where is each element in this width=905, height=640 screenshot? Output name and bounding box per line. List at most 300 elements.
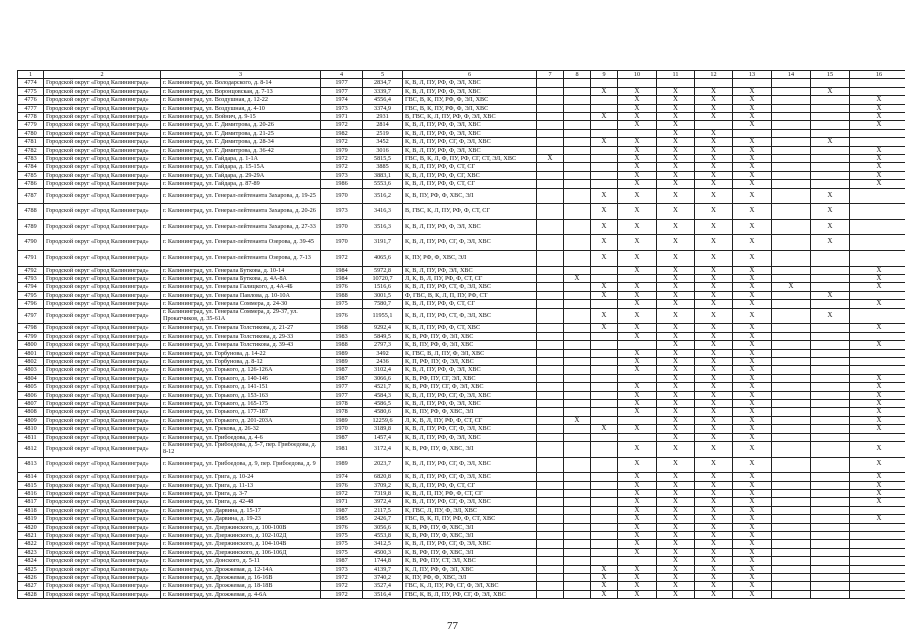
municipality-cell: Городской округ «Город Калининград»	[44, 332, 161, 340]
header-row	[18, 71, 905, 79]
mark-cell: Х	[618, 188, 657, 204]
municipality-cell: Городской округ «Город Калининград»	[44, 171, 161, 179]
area-cell: 2117,5	[363, 506, 403, 514]
area-cell: 3191,7	[363, 235, 403, 251]
mark-cell: Х	[695, 457, 733, 473]
mark-cell: Х	[695, 163, 733, 171]
mark-cell	[537, 582, 564, 590]
address-cell: г. Калининград, ул. Дрожжевая, д. 4-6А	[161, 590, 321, 598]
mark-cell: Х	[657, 324, 695, 332]
mark-cell	[564, 532, 591, 540]
year-cell: 1977	[321, 383, 363, 391]
mark-cell	[537, 498, 564, 506]
mark-cell	[564, 235, 591, 251]
table-row	[18, 87, 905, 95]
mark-cell	[564, 548, 591, 556]
mark-cell	[772, 96, 811, 104]
address-cell: г. Калининград, ул. Грига, д. 10-24	[161, 473, 321, 481]
year-cell: 1981	[321, 441, 363, 457]
mark-cell: Х	[733, 574, 772, 582]
area-cell: 3452	[363, 138, 403, 146]
mark-cell: Х	[618, 523, 657, 531]
column-header: 9	[591, 71, 618, 79]
works-list-cell: ГВС, В, К, Л, Ф, ПУ, РФ, СГ, СТ, ЭЛ, ХВС	[403, 155, 537, 163]
mark-cell	[537, 180, 564, 188]
mark-cell: Х	[564, 275, 591, 283]
mark-cell	[772, 548, 811, 556]
mark-cell	[537, 515, 564, 523]
mark-cell: Х	[657, 219, 695, 235]
mark-cell: Х	[657, 441, 695, 457]
mark-cell: Х	[591, 87, 618, 95]
table-row	[18, 574, 905, 582]
area-cell: 3102,4	[363, 366, 403, 374]
mark-cell: Х	[695, 324, 733, 332]
municipality-cell: Городской округ «Город Калининград»	[44, 590, 161, 598]
mark-cell: Х	[657, 113, 695, 121]
mark-cell: Х	[591, 324, 618, 332]
area-cell: 2797,3	[363, 341, 403, 349]
mark-cell	[537, 574, 564, 582]
municipality-cell: Городской округ «Город Калининград»	[44, 104, 161, 112]
mark-cell: Х	[695, 235, 733, 251]
municipality-cell: Городской округ «Город Калининград»	[44, 275, 161, 283]
area-cell: 4500,3	[363, 548, 403, 556]
mark-cell	[591, 155, 618, 163]
mark-cell	[772, 457, 811, 473]
mark-cell: Х	[733, 590, 772, 598]
mark-cell	[850, 349, 905, 357]
mark-cell	[811, 163, 850, 171]
table-row	[18, 171, 905, 179]
mark-cell	[564, 515, 591, 523]
municipality-cell: Городской округ «Город Калининград»	[44, 399, 161, 407]
mark-cell	[537, 87, 564, 95]
mark-cell: Х	[618, 121, 657, 129]
mark-cell: Х	[733, 171, 772, 179]
table-row	[18, 235, 905, 251]
mark-cell: Х	[618, 349, 657, 357]
municipality-cell: Городской округ «Город Калининград»	[44, 433, 161, 441]
mark-cell	[811, 366, 850, 374]
works-list-cell: К, В, РФ, ПУ, Ф, ХВС, ЭЛ	[403, 523, 537, 531]
mark-cell: Х	[657, 433, 695, 441]
mark-cell	[537, 357, 564, 365]
mark-cell	[537, 557, 564, 565]
mark-cell: Х	[618, 532, 657, 540]
mark-cell	[564, 129, 591, 137]
mark-cell	[772, 515, 811, 523]
mark-cell	[537, 408, 564, 416]
mark-cell: Х	[772, 283, 811, 291]
mark-cell	[811, 489, 850, 497]
mark-cell: Х	[733, 416, 772, 424]
area-cell: 3001,5	[363, 291, 403, 299]
works-list-cell: К, В, Л, ПУ, РФ, Ф, ЭЛ, ХВС	[403, 433, 537, 441]
row-number: 4812	[18, 441, 44, 457]
municipality-cell: Городской округ «Город Калининград»	[44, 163, 161, 171]
municipality-cell: Городской округ «Город Калининград»	[44, 121, 161, 129]
mark-cell: Х	[657, 523, 695, 531]
mark-cell: Х	[657, 532, 695, 540]
mark-cell	[850, 582, 905, 590]
area-cell: 4586,5	[363, 399, 403, 407]
mark-cell: Х	[733, 391, 772, 399]
mark-cell	[811, 574, 850, 582]
row-number: 4784	[18, 163, 44, 171]
mark-cell	[591, 357, 618, 365]
address-cell: г. Калининград, ул. Грига, д. 3-7	[161, 489, 321, 497]
mark-cell	[811, 146, 850, 154]
mark-cell	[537, 349, 564, 357]
mark-cell	[772, 324, 811, 332]
mark-cell	[811, 357, 850, 365]
column-header: 8	[564, 71, 591, 79]
mark-cell	[772, 163, 811, 171]
mark-cell: Х	[657, 129, 695, 137]
area-cell: 2023,7	[363, 457, 403, 473]
row-number: 4809	[18, 416, 44, 424]
mark-cell	[772, 146, 811, 154]
works-list-cell: Л, К, В, Л, ПУ, РФ, Ф, СТ, СГ	[403, 416, 537, 424]
year-cell: 1986	[321, 180, 363, 188]
mark-cell: Х	[618, 308, 657, 324]
year-cell: 1978	[321, 399, 363, 407]
address-cell: г. Калининград, ул. Дрожжевая, д. 12-14А	[161, 565, 321, 573]
mark-cell	[537, 219, 564, 235]
mark-cell	[850, 590, 905, 598]
row-number: 4827	[18, 582, 44, 590]
mark-cell: Х	[850, 489, 905, 497]
municipality-cell: Городской округ «Город Калининград»	[44, 349, 161, 357]
address-cell: г. Калининград, ул. Генерала Буткова, д. 4А-8А	[161, 275, 321, 283]
year-cell: 1988	[321, 341, 363, 349]
mark-cell	[564, 357, 591, 365]
row-number: 4811	[18, 433, 44, 441]
mark-cell: Х	[591, 235, 618, 251]
mark-cell	[850, 433, 905, 441]
works-list-cell: К, В, Л, ПУ, РФ, Ф, СТ, СГ	[403, 180, 537, 188]
row-number: 4793	[18, 275, 44, 283]
mark-cell	[537, 163, 564, 171]
mark-cell	[591, 146, 618, 154]
mark-cell: Х	[850, 481, 905, 489]
mark-cell	[811, 481, 850, 489]
row-number: 4810	[18, 425, 44, 433]
year-cell: 1989	[321, 349, 363, 357]
year-cell: 1985	[321, 515, 363, 523]
mark-cell: Х	[695, 582, 733, 590]
address-cell: г. Калининград, ул. Войнич, д. 9-15	[161, 113, 321, 121]
works-list-cell: К, В, Л, ПУ, РФ, СГ, Ф, ЭЛ, ХВС	[403, 473, 537, 481]
municipality-cell: Городской округ «Город Калининград»	[44, 498, 161, 506]
mark-cell: Х	[618, 324, 657, 332]
mark-cell: Х	[733, 332, 772, 340]
mark-cell	[564, 251, 591, 267]
row-number: 4814	[18, 473, 44, 481]
mark-cell: Х	[657, 138, 695, 146]
mark-cell: Х	[733, 433, 772, 441]
year-cell: 1973	[321, 104, 363, 112]
table-row	[18, 113, 905, 121]
row-number: 4792	[18, 266, 44, 274]
row-number: 4799	[18, 332, 44, 340]
mark-cell: Х	[618, 251, 657, 267]
works-list-cell: ГВС, В, К, ПУ, РФ, Ф, ЭЛ, ХВС	[403, 96, 537, 104]
mark-cell	[537, 399, 564, 407]
mark-cell: Х	[733, 113, 772, 121]
table-row	[18, 308, 905, 324]
mark-cell: Х	[591, 308, 618, 324]
mark-cell	[811, 548, 850, 556]
year-cell: 1987	[321, 506, 363, 514]
row-number: 4778	[18, 113, 44, 121]
mark-cell	[811, 155, 850, 163]
mark-cell: Х	[695, 565, 733, 573]
mark-cell	[811, 498, 850, 506]
mark-cell	[564, 590, 591, 598]
mark-cell	[850, 291, 905, 299]
year-cell: 1978	[321, 408, 363, 416]
works-list-cell: К, В, РФ, ПУ, Ф, ХВС, ЭЛ	[403, 548, 537, 556]
mark-cell	[564, 408, 591, 416]
mark-cell: Х	[695, 557, 733, 565]
municipality-cell: Городской округ «Город Калининград»	[44, 113, 161, 121]
mark-cell	[618, 79, 657, 87]
mark-cell: Х	[733, 523, 772, 531]
mark-cell: Х	[618, 138, 657, 146]
works-list-cell: К, В, Л, ПУ, РФ, СГ, Ф, ЭЛ, ХВС	[403, 498, 537, 506]
mark-cell	[564, 383, 591, 391]
mark-cell	[537, 308, 564, 324]
mark-cell	[772, 341, 811, 349]
mark-cell: Х	[695, 515, 733, 523]
works-list-cell: К, В, ПУ, РФ, Ф, ХВС, ЭЛ	[403, 408, 537, 416]
mark-cell	[591, 96, 618, 104]
row-number: 4780	[18, 129, 44, 137]
mark-cell	[772, 557, 811, 565]
year-cell: 1970	[321, 425, 363, 433]
mark-cell	[591, 557, 618, 565]
mark-cell: Х	[733, 283, 772, 291]
mark-cell	[772, 383, 811, 391]
mark-cell	[850, 129, 905, 137]
mark-cell	[618, 416, 657, 424]
mark-cell: Х	[657, 408, 695, 416]
mark-cell: Х	[591, 291, 618, 299]
municipality-cell: Городской округ «Город Калининград»	[44, 532, 161, 540]
address-cell: г. Калининград, ул. Генерала Соммера, д. 29-37, ул. Прокатчиков, д. 35-61А	[161, 308, 321, 324]
year-cell: 1972	[321, 489, 363, 497]
mark-cell	[564, 308, 591, 324]
mark-cell	[537, 416, 564, 424]
mark-cell: Х	[657, 341, 695, 349]
mark-cell: Х	[695, 266, 733, 274]
mark-cell: Х	[695, 374, 733, 382]
year-cell: 1989	[321, 457, 363, 473]
table-row	[18, 425, 905, 433]
mark-cell: Х	[733, 481, 772, 489]
mark-cell: Х	[850, 341, 905, 349]
mark-cell: Х	[618, 590, 657, 598]
mark-cell	[591, 171, 618, 179]
mark-cell: Х	[695, 87, 733, 95]
area-cell: 3374,9	[363, 104, 403, 112]
mark-cell	[564, 219, 591, 235]
mark-cell	[772, 408, 811, 416]
mark-cell	[618, 557, 657, 565]
year-cell: 1987	[321, 374, 363, 382]
municipality-cell: Городской округ «Город Калининград»	[44, 374, 161, 382]
mark-cell: Х	[618, 96, 657, 104]
mark-cell	[772, 138, 811, 146]
area-cell: 3056,6	[363, 523, 403, 531]
mark-cell	[850, 366, 905, 374]
row-number: 4796	[18, 300, 44, 308]
row-number: 4816	[18, 489, 44, 497]
mark-cell: Х	[591, 138, 618, 146]
column-header: 3	[161, 71, 321, 79]
mark-cell: Х	[733, 188, 772, 204]
address-cell: г. Калининград, ул. Горького, д. 140-146	[161, 374, 321, 382]
works-list-cell: К, В, Л, ПУ, РФ, Ф, ЭЛ, ХВС	[403, 219, 537, 235]
mark-cell: Х	[733, 498, 772, 506]
mark-cell	[811, 332, 850, 340]
area-cell: 3189,8	[363, 425, 403, 433]
mark-cell: Х	[618, 425, 657, 433]
works-list-cell: К, В, РФ, ПУ, СГ, Ф, ЭЛ, ХВС	[403, 383, 537, 391]
area-cell: 1744,8	[363, 557, 403, 565]
mark-cell: Х	[733, 163, 772, 171]
address-cell: г. Калининград, ул. Генерала Галицкого, д. 4А-4Б	[161, 283, 321, 291]
year-cell: 1987	[321, 433, 363, 441]
works-list-cell: К, В, Л, ПУ, РФ, СГ, Ф, ЭЛ, ХВС	[403, 425, 537, 433]
mark-cell: Х	[811, 87, 850, 95]
column-header: 14	[772, 71, 811, 79]
row-number: 4774	[18, 79, 44, 87]
municipality-cell: Городской округ «Город Калининград»	[44, 146, 161, 154]
table-row	[18, 416, 905, 424]
mark-cell: Х	[657, 251, 695, 267]
mark-cell	[564, 366, 591, 374]
mark-cell: Х	[850, 283, 905, 291]
mark-cell	[537, 283, 564, 291]
mark-cell	[591, 300, 618, 308]
mark-cell	[850, 523, 905, 531]
mark-cell	[591, 506, 618, 514]
mark-cell	[591, 79, 618, 87]
column-header: 13	[733, 71, 772, 79]
mark-cell	[537, 146, 564, 154]
mark-cell	[564, 565, 591, 573]
mark-cell: Х	[657, 275, 695, 283]
mark-cell	[564, 96, 591, 104]
mark-cell	[850, 204, 905, 220]
table-row	[18, 489, 905, 497]
address-cell: г. Калининград, ул. Гайдара, д. 87-89	[161, 180, 321, 188]
table-row	[18, 204, 905, 220]
municipality-cell: Городской округ «Город Калининград»	[44, 308, 161, 324]
mark-cell: Х	[618, 163, 657, 171]
mark-cell	[772, 391, 811, 399]
municipality-cell: Городской округ «Город Калининград»	[44, 79, 161, 87]
mark-cell: Х	[695, 574, 733, 582]
area-cell: 3516,2	[363, 188, 403, 204]
table-row	[18, 291, 905, 299]
row-number: 4782	[18, 146, 44, 154]
row-number: 4776	[18, 96, 44, 104]
mark-cell	[811, 523, 850, 531]
row-number: 4779	[18, 121, 44, 129]
area-cell: 2436	[363, 357, 403, 365]
area-cell: 3527,4	[363, 582, 403, 590]
mark-cell: Х	[850, 416, 905, 424]
row-number: 4802	[18, 357, 44, 365]
year-cell: 1984	[321, 275, 363, 283]
mark-cell	[811, 349, 850, 357]
mark-cell: Х	[695, 180, 733, 188]
address-cell: г. Калининград, ул. Дарвина, д. 19-23	[161, 515, 321, 523]
municipality-cell: Городской округ «Город Калининград»	[44, 129, 161, 137]
address-cell: г. Калининград, ул. Генерал-лейтенанта Захарова, д. 20-26	[161, 204, 321, 220]
mark-cell	[850, 532, 905, 540]
mark-cell: Х	[657, 155, 695, 163]
mark-cell	[811, 341, 850, 349]
mark-cell: Х	[657, 391, 695, 399]
mark-cell	[772, 506, 811, 514]
row-number: 4791	[18, 251, 44, 267]
mark-cell: Х	[618, 506, 657, 514]
municipality-cell: Городской округ «Город Калининград»	[44, 523, 161, 531]
area-cell: 12259,6	[363, 416, 403, 424]
mark-cell	[811, 300, 850, 308]
mark-cell: Х	[850, 399, 905, 407]
mark-cell	[772, 235, 811, 251]
municipality-cell: Городской округ «Город Калининград»	[44, 235, 161, 251]
table-row	[18, 324, 905, 332]
works-list-cell: К, В, Л, ПУ, РФ, Ф, СТ, СГ	[403, 300, 537, 308]
row-number: 4815	[18, 481, 44, 489]
mark-cell: Х	[695, 498, 733, 506]
mark-cell	[850, 235, 905, 251]
mark-cell: Х	[733, 138, 772, 146]
mark-cell: Х	[733, 266, 772, 274]
row-number: 4820	[18, 523, 44, 531]
address-cell: г. Калининград, ул. Горького, д. 177-187	[161, 408, 321, 416]
table-row	[18, 96, 905, 104]
mark-cell	[772, 79, 811, 87]
mark-cell: Х	[657, 557, 695, 565]
address-cell: г. Калининград, ул. Грибоедова, д. 5-7, пер. Грибоедова, д. 8-12	[161, 441, 321, 457]
year-cell: 1975	[321, 548, 363, 556]
mark-cell: Х	[733, 324, 772, 332]
column-header: 7	[537, 71, 564, 79]
mark-cell	[811, 121, 850, 129]
mark-cell: Х	[618, 113, 657, 121]
table-row	[18, 374, 905, 382]
address-cell: г. Калининград, ул. Генерала Павлова, д. 10-10А	[161, 291, 321, 299]
mark-cell	[564, 498, 591, 506]
mark-cell: Х	[811, 235, 850, 251]
mark-cell: Х	[811, 188, 850, 204]
mark-cell: Х	[657, 574, 695, 582]
mark-cell: Х	[591, 590, 618, 598]
municipality-cell: Городской округ «Город Калининград»	[44, 391, 161, 399]
table-row	[18, 155, 905, 163]
mark-cell: Х	[850, 374, 905, 382]
table-row	[18, 582, 905, 590]
mark-cell	[772, 582, 811, 590]
